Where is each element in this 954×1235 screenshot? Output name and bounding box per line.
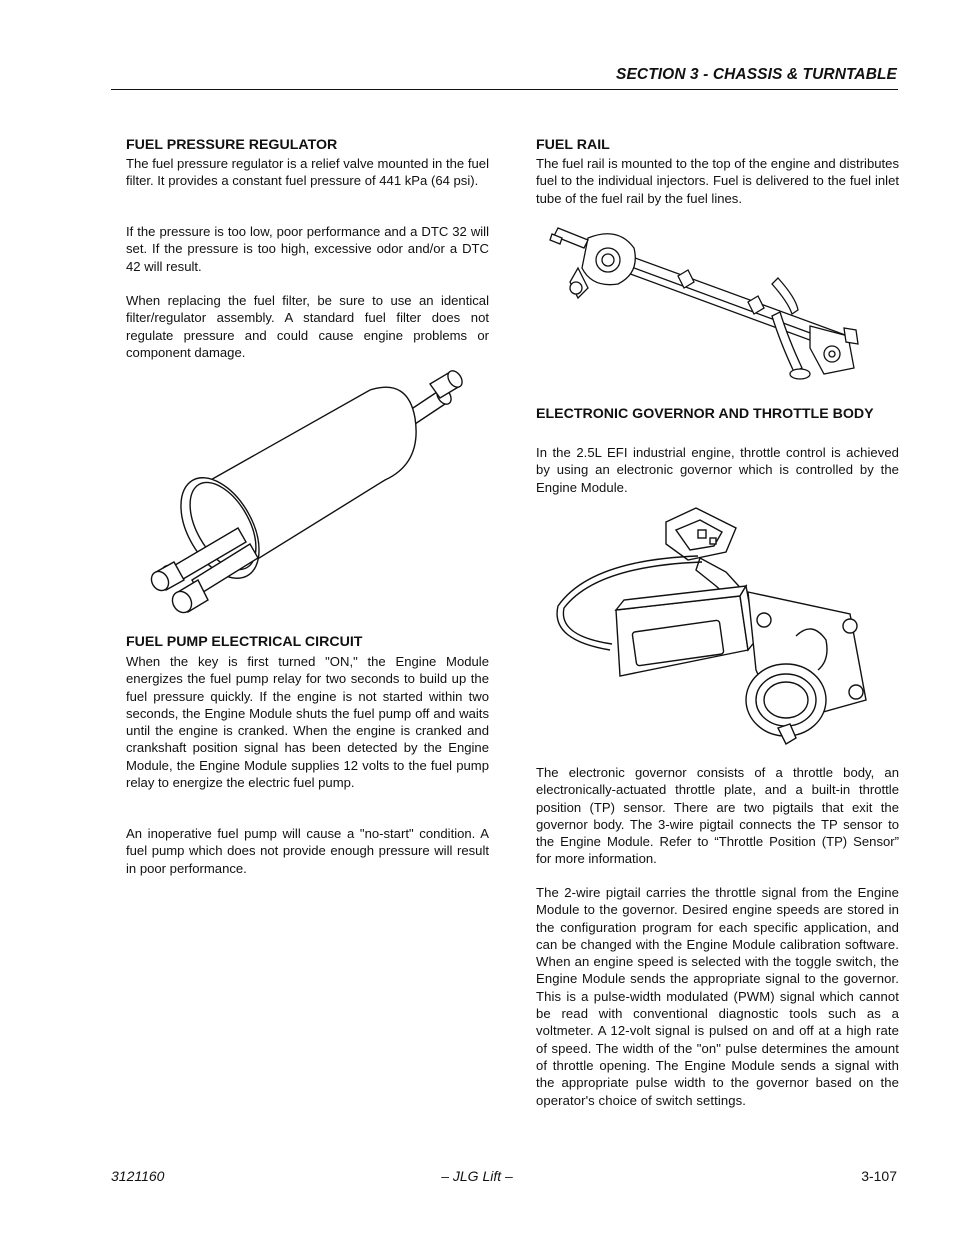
fuel-pump-circuit-heading: FUEL PUMP ELECTRICAL CIRCUIT	[126, 634, 363, 650]
footer-brand: – JLG Lift –	[441, 1168, 513, 1184]
fuel-pressure-regulator-heading: FUEL PRESSURE REGULATOR	[126, 137, 338, 153]
fuel-filter-illustration	[140, 368, 480, 618]
page-number: 3-107	[861, 1168, 897, 1184]
pump-circuit-paragraph-1: When the key is first turned "ON," the Engine Module energizes the fuel pump relay for two seconds to build up the fuel pressure quickly. If the engine is not started within two seconds, the Engine Module shuts the fuel pump off and waits until the engine is cranked. When the engine is cranked and crankshaft position signal has been detected by the Engine Module, the Engine Module supplies 12 volts to the fuel pump relay to energize the electric fuel pump.	[126, 654, 489, 791]
header-divider	[111, 89, 898, 90]
governor-paragraph-3: The 2-wire pigtail carries the throttle signal from the Engine Module to the governor. Desired engine speeds are stored in the configuration program for each specific application, and can be changed with the Engine Module calibration software. When an engine speed is selected with the toggle switch, the Engine Module sends the appropriate signal to the governor. This is a pulse-width modulated (PWM) signal which cannot be read with conventional diagnostic tools such as a voltmeter. A 12-volt signal is pulsed on and off at a high rate of speed. The width of the "on" pulse determines the amount of throttle opening. The Engine Module sends a signal with the appropriate pulse width to the governor based on the operator's choice of switch settings.	[536, 885, 899, 1108]
section-title: SECTION 3 - CHASSIS & TURNTABLE	[616, 66, 897, 83]
document-number: 3121160	[111, 1168, 165, 1184]
governor-paragraph-2: The electronic governor consists of a throttle body, an electronically-actuated throttle plate, and a built-in throttle position (TP) sensor. There are two pigtails that exit the governor body. The 3-wire pigtail connects the TP sensor to the Engine Module. Refer to “Throttle Position (TP) Sensor” for more information.	[536, 765, 899, 867]
fuel-rail-heading: FUEL RAIL	[536, 137, 610, 153]
governor-paragraph-1: In the 2.5L EFI industrial engine, throttle control is achieved by using an electronic governor which is controlled by the Engine Module.	[536, 445, 899, 495]
governor-heading: ELECTRONIC GOVERNOR AND THROTTLE BODY	[536, 406, 874, 422]
regulator-paragraph-3: When replacing the fuel filter, be sure to use an identical filter/regulator assembly. A standard fuel filter does not regulate pressure and could cause engine problems or component damage.	[126, 293, 489, 360]
fuel-rail-paragraph: The fuel rail is mounted to the top of the engine and distributes fuel to the individual injectors. Fuel is delivered to the fuel inlet tube of the fuel rail by the fuel lines.	[536, 156, 899, 206]
regulator-paragraph-1: The fuel pressure regulator is a relief valve mounted in the fuel filter. It provides a constant fuel pressure of 441 kPa (64 psi).	[126, 156, 489, 189]
pump-circuit-paragraph-2: An inoperative fuel pump will cause a "no-start" condition. A fuel pump which does not provide enough pressure will result in poor performance.	[126, 826, 489, 876]
electronic-governor-illustration	[550, 500, 870, 750]
regulator-paragraph-2: If the pressure is too low, poor performance and a DTC 32 will set. If the pressure is too high, excessive odor and/or a DTC 42 will result.	[126, 224, 489, 274]
fuel-rail-illustration	[548, 218, 868, 388]
